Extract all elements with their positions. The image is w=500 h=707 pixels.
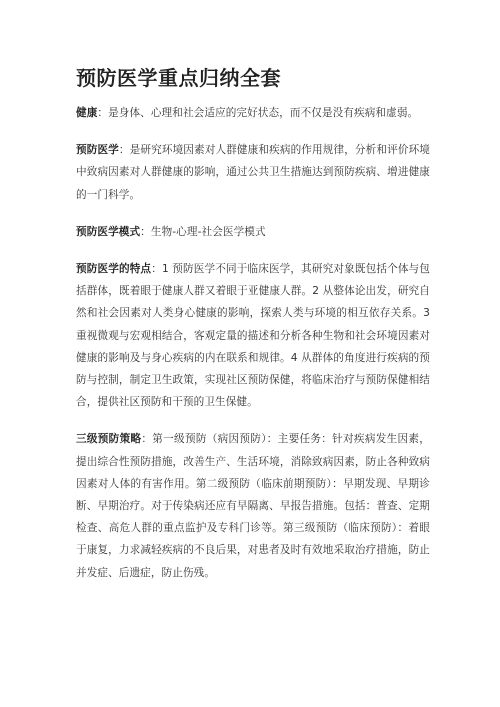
term-label: 三级预防策略 — [76, 433, 142, 446]
paragraph-text: 是身体、心理和社会适应的完好状态，而不仅是没有疾病和虚弱。 — [108, 107, 419, 119]
paragraph-text: 是研究环境因素对人群健康和疾病的作用规律，分析和评价环境中致病因素对人群健康的影响，通过公共卫生措施达到预防疾病、增进健康的一门科学。 — [76, 144, 430, 201]
term-label: 预防医学模式 — [76, 225, 141, 238]
term-separator: ： — [140, 225, 151, 238]
term-separator: ： — [151, 263, 162, 276]
term-label: 预防医学的特点 — [76, 263, 152, 276]
paragraph-three-level-prevention — [76, 428, 430, 583]
term-separator: ： — [97, 107, 109, 119]
term-separator: ： — [141, 433, 153, 446]
paragraph-text: 第一级预防（病因预防）：主要任务：针对疾病发生因素，提出综合性预防措施，改善生产、生活环境，消除致病因素，防止各种致病因素对人体的有害作用。第二级预防（临床前期预防）：早期发现、早期诊断、早期治疗。对于传染病还应有早隔离、早报告措施。包括：普查、定期检查、高危人群的重点监护及专科门诊等。第三级预防（临床预防）：着眼于康复，力求减轻疾病的不良后果，对患者及时有效地采取治疗措施，防止并发症、后遗症，防止伤残。 — [76, 433, 430, 579]
term-label: 预防医学 — [76, 144, 119, 157]
term-separator: ： — [118, 144, 130, 157]
document-title: 预防医学重点归纳全套 — [76, 66, 281, 90]
paragraph-text: 生物-心理-社会医学模式 — [150, 225, 266, 238]
paragraph-preventive-medicine — [76, 139, 430, 206]
paragraph-characteristics — [76, 258, 430, 413]
paragraph-text: 1 预防医学不同于临床医学，其研究对象既包括个体与包括群体，既着眼于健康人群又着眼于亚健康人群。2 从整体论出发，研究自然和社会因素对人类身心健康的影响，探索人类与环境的相互依存关系。3 重视微观与宏观相结合，客观定量的描述和分析各种生物和社会环境因素对健康的影响及与身心疾病的内在联系和规律。4 从群体的角度进行疾病的预防与控制，制定卫生政策，实现社区预防保健，将临床治疗与预防保健相结合，提供社区预防和干预的卫生保健。 — [76, 263, 430, 409]
paragraph-health — [76, 102, 430, 124]
paragraph-medical-model — [76, 221, 430, 243]
term-label: 健康 — [76, 107, 98, 119]
